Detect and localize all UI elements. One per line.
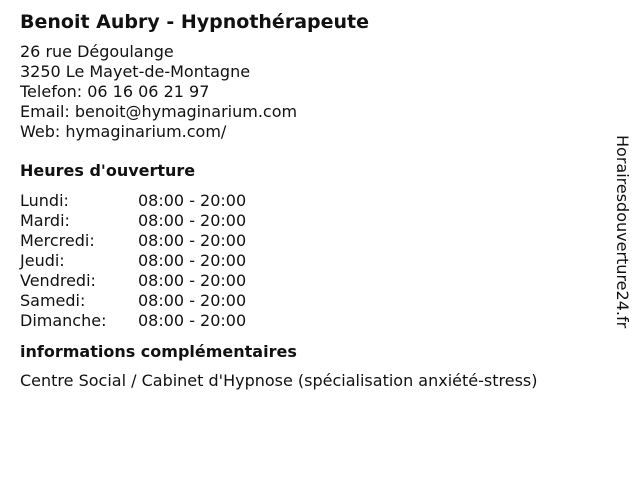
hours-row-tuesday xyxy=(20,211,610,231)
day-label: Samedi: xyxy=(20,291,86,310)
day-label: Dimanche: xyxy=(20,311,107,330)
hours-row-thursday xyxy=(20,251,610,271)
address-block xyxy=(20,42,610,142)
phone-line: Telefon: 06 16 06 21 97 xyxy=(20,82,210,101)
day-label: Jeudi: xyxy=(20,251,65,270)
hours-table xyxy=(20,191,610,331)
day-label: Lundi: xyxy=(20,191,69,210)
info-description: Centre Social / Cabinet d'Hypnose (spécialisation anxiété-stress) xyxy=(20,371,538,390)
hours-row-friday xyxy=(20,271,610,291)
time-range: 08:00 - 20:00 xyxy=(138,311,247,330)
info-heading: informations complémentaires xyxy=(20,342,297,361)
hours-row-wednesday xyxy=(20,231,610,251)
time-range: 08:00 - 20:00 xyxy=(138,191,247,210)
time-range: 08:00 - 20:00 xyxy=(138,231,247,250)
day-label: Mercredi: xyxy=(20,231,95,250)
street-address: 26 rue Dégoulange xyxy=(20,42,174,61)
time-range: 08:00 - 20:00 xyxy=(138,291,247,310)
time-range: 08:00 - 20:00 xyxy=(138,271,247,290)
hours-row-monday xyxy=(20,191,610,211)
day-label: Vendredi: xyxy=(20,271,96,290)
city-address: 3250 Le Mayet-de-Montagne xyxy=(20,62,251,81)
email-line: Email: benoit@hymaginarium.com xyxy=(20,102,298,121)
day-label: Mardi: xyxy=(20,211,70,230)
business-card xyxy=(20,10,610,391)
web-line: Web: hymaginarium.com/ xyxy=(20,122,227,141)
time-range: 08:00 - 20:00 xyxy=(138,211,247,230)
business-title: Benoit Aubry - Hypnothérapeute xyxy=(20,11,369,33)
hours-heading: Heures d'ouverture xyxy=(20,161,196,180)
hours-row-saturday xyxy=(20,291,610,311)
hours-row-sunday xyxy=(20,311,610,331)
watermark-text: Horairesdouverture24.fr xyxy=(613,135,632,329)
site-watermark xyxy=(612,135,632,370)
time-range: 08:00 - 20:00 xyxy=(138,251,247,270)
